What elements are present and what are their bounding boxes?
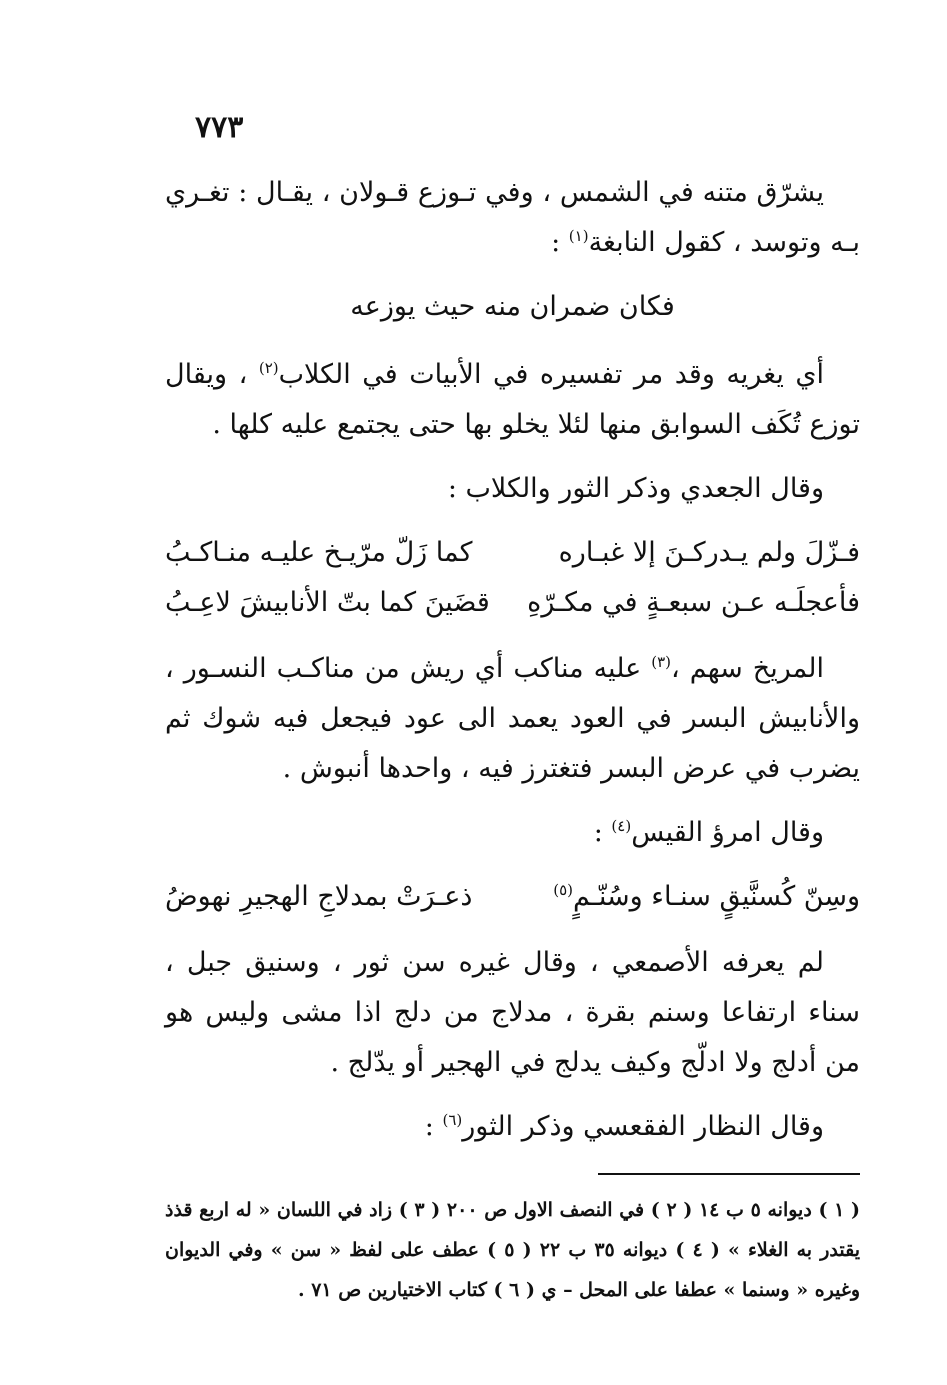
paragraph-text: يشرّق متنه في الشمس ، وفي تـوزع قـولان ، يقـال : تغـري بـه وتوسد ، كقول النابغة (165, 177, 860, 258)
footnote-marker: (٥) (553, 881, 573, 899)
verse-line (165, 578, 860, 628)
verse-line: فكان ضمران منه حيث يوزعه (350, 291, 675, 322)
hemistich-right (553, 872, 860, 922)
hemistich-text: وسِنّ كُسنَّيقٍ سنـاء وسُنّـمٍ (572, 881, 860, 912)
footnote-divider (598, 1173, 860, 1175)
footnote-marker: (١) (568, 227, 589, 245)
poem-intro: وقال الجعدي وذكر الثور والكلاب : (447, 473, 824, 504)
intro-text: : (424, 1111, 443, 1142)
paragraph: لم يعرفه الأصمعي ، وقال غيره سن ثور ، وسنيق جبل ، سناء ارتفاعا وسنم بقرة ، مدلاج من دلج اذا مشى وليس هو من أدلج ولا ادلّج وكيف يدلج في الهجير أو يدّلج . (165, 947, 860, 1078)
verse-line (165, 872, 860, 922)
intro-text: : (593, 817, 612, 848)
poem (165, 528, 860, 628)
hemistich-right: فـزّلَ ولم يـدركـنَ إلا غبـاره (558, 537, 860, 568)
poem-intro (165, 1102, 860, 1152)
hemistich-left: قضَينَ كما بتّ الأنابيشَ لاعِـبُ (165, 587, 490, 618)
footnotes (165, 1190, 860, 1310)
paragraph (165, 168, 860, 268)
intro-text: وقال النظار الفقعسي وذكر الثور (462, 1111, 824, 1142)
poem-intro (165, 808, 860, 858)
hemistich-left: ذعـرَتْ بمدلاجِ الهجيرِ نهوضُ (165, 881, 473, 912)
page-number: ٧٧٣ (195, 110, 244, 145)
paragraph (165, 350, 860, 450)
paragraph-text: : (551, 227, 569, 258)
paragraph-text: أي يغريه وقد مر تفسيره في الأبيات في الكلاب (278, 359, 824, 390)
paragraph (165, 644, 860, 794)
footnote-marker: (٣) (651, 653, 672, 671)
paragraph-text: عليه مناكب أي ريش من مناكـب النسـور ، والأنابيش البسر في العود يعمد الى عود فيجعل فيه شوك ثم يضرب في عرض البسر فتغترز فيه ، واحدها أنبوش . (165, 653, 860, 784)
paragraph-text: ، ويقال توزع تُكَف السوابق منها لئلا يخلو بها حتى يجتمع عليه كلها . (165, 359, 860, 440)
paragraph-text: المريخ سهم ، (671, 653, 824, 684)
poem (165, 872, 860, 922)
verse-line (165, 528, 860, 578)
main-text (165, 168, 860, 1166)
footnote-text: ( ١ ) ديوانه ٥ ب ١٤ ( ٢ ) في النصف الاول ص ٢٠٠ ( ٣ ) زاد في اللسان « له اربع قذذ يقتدر به الغلاء » ( ٤ ) ديوانه ٣٥ ب ٢٢ ( ٥ ) عطف على لفظ « سن » وفي الديوان وغيره « وسنما » عطفا على المحل – ي ( ٦ ) كتاب الاختيارين ص ٧١ . (165, 1199, 860, 1301)
hemistich-left: كما زَلّ مرّيـخ عليـه منـاكـبُ (165, 537, 473, 568)
footnote-marker: (٤) (611, 817, 632, 835)
intro-text: وقال امرؤ القيس (631, 817, 824, 848)
footnote-marker: (٦) (442, 1111, 463, 1129)
footnote-marker: (٢) (258, 359, 279, 377)
hemistich-right: فأعجلَـه عـن سبعـةٍ في مكـرّهِ (527, 587, 860, 618)
